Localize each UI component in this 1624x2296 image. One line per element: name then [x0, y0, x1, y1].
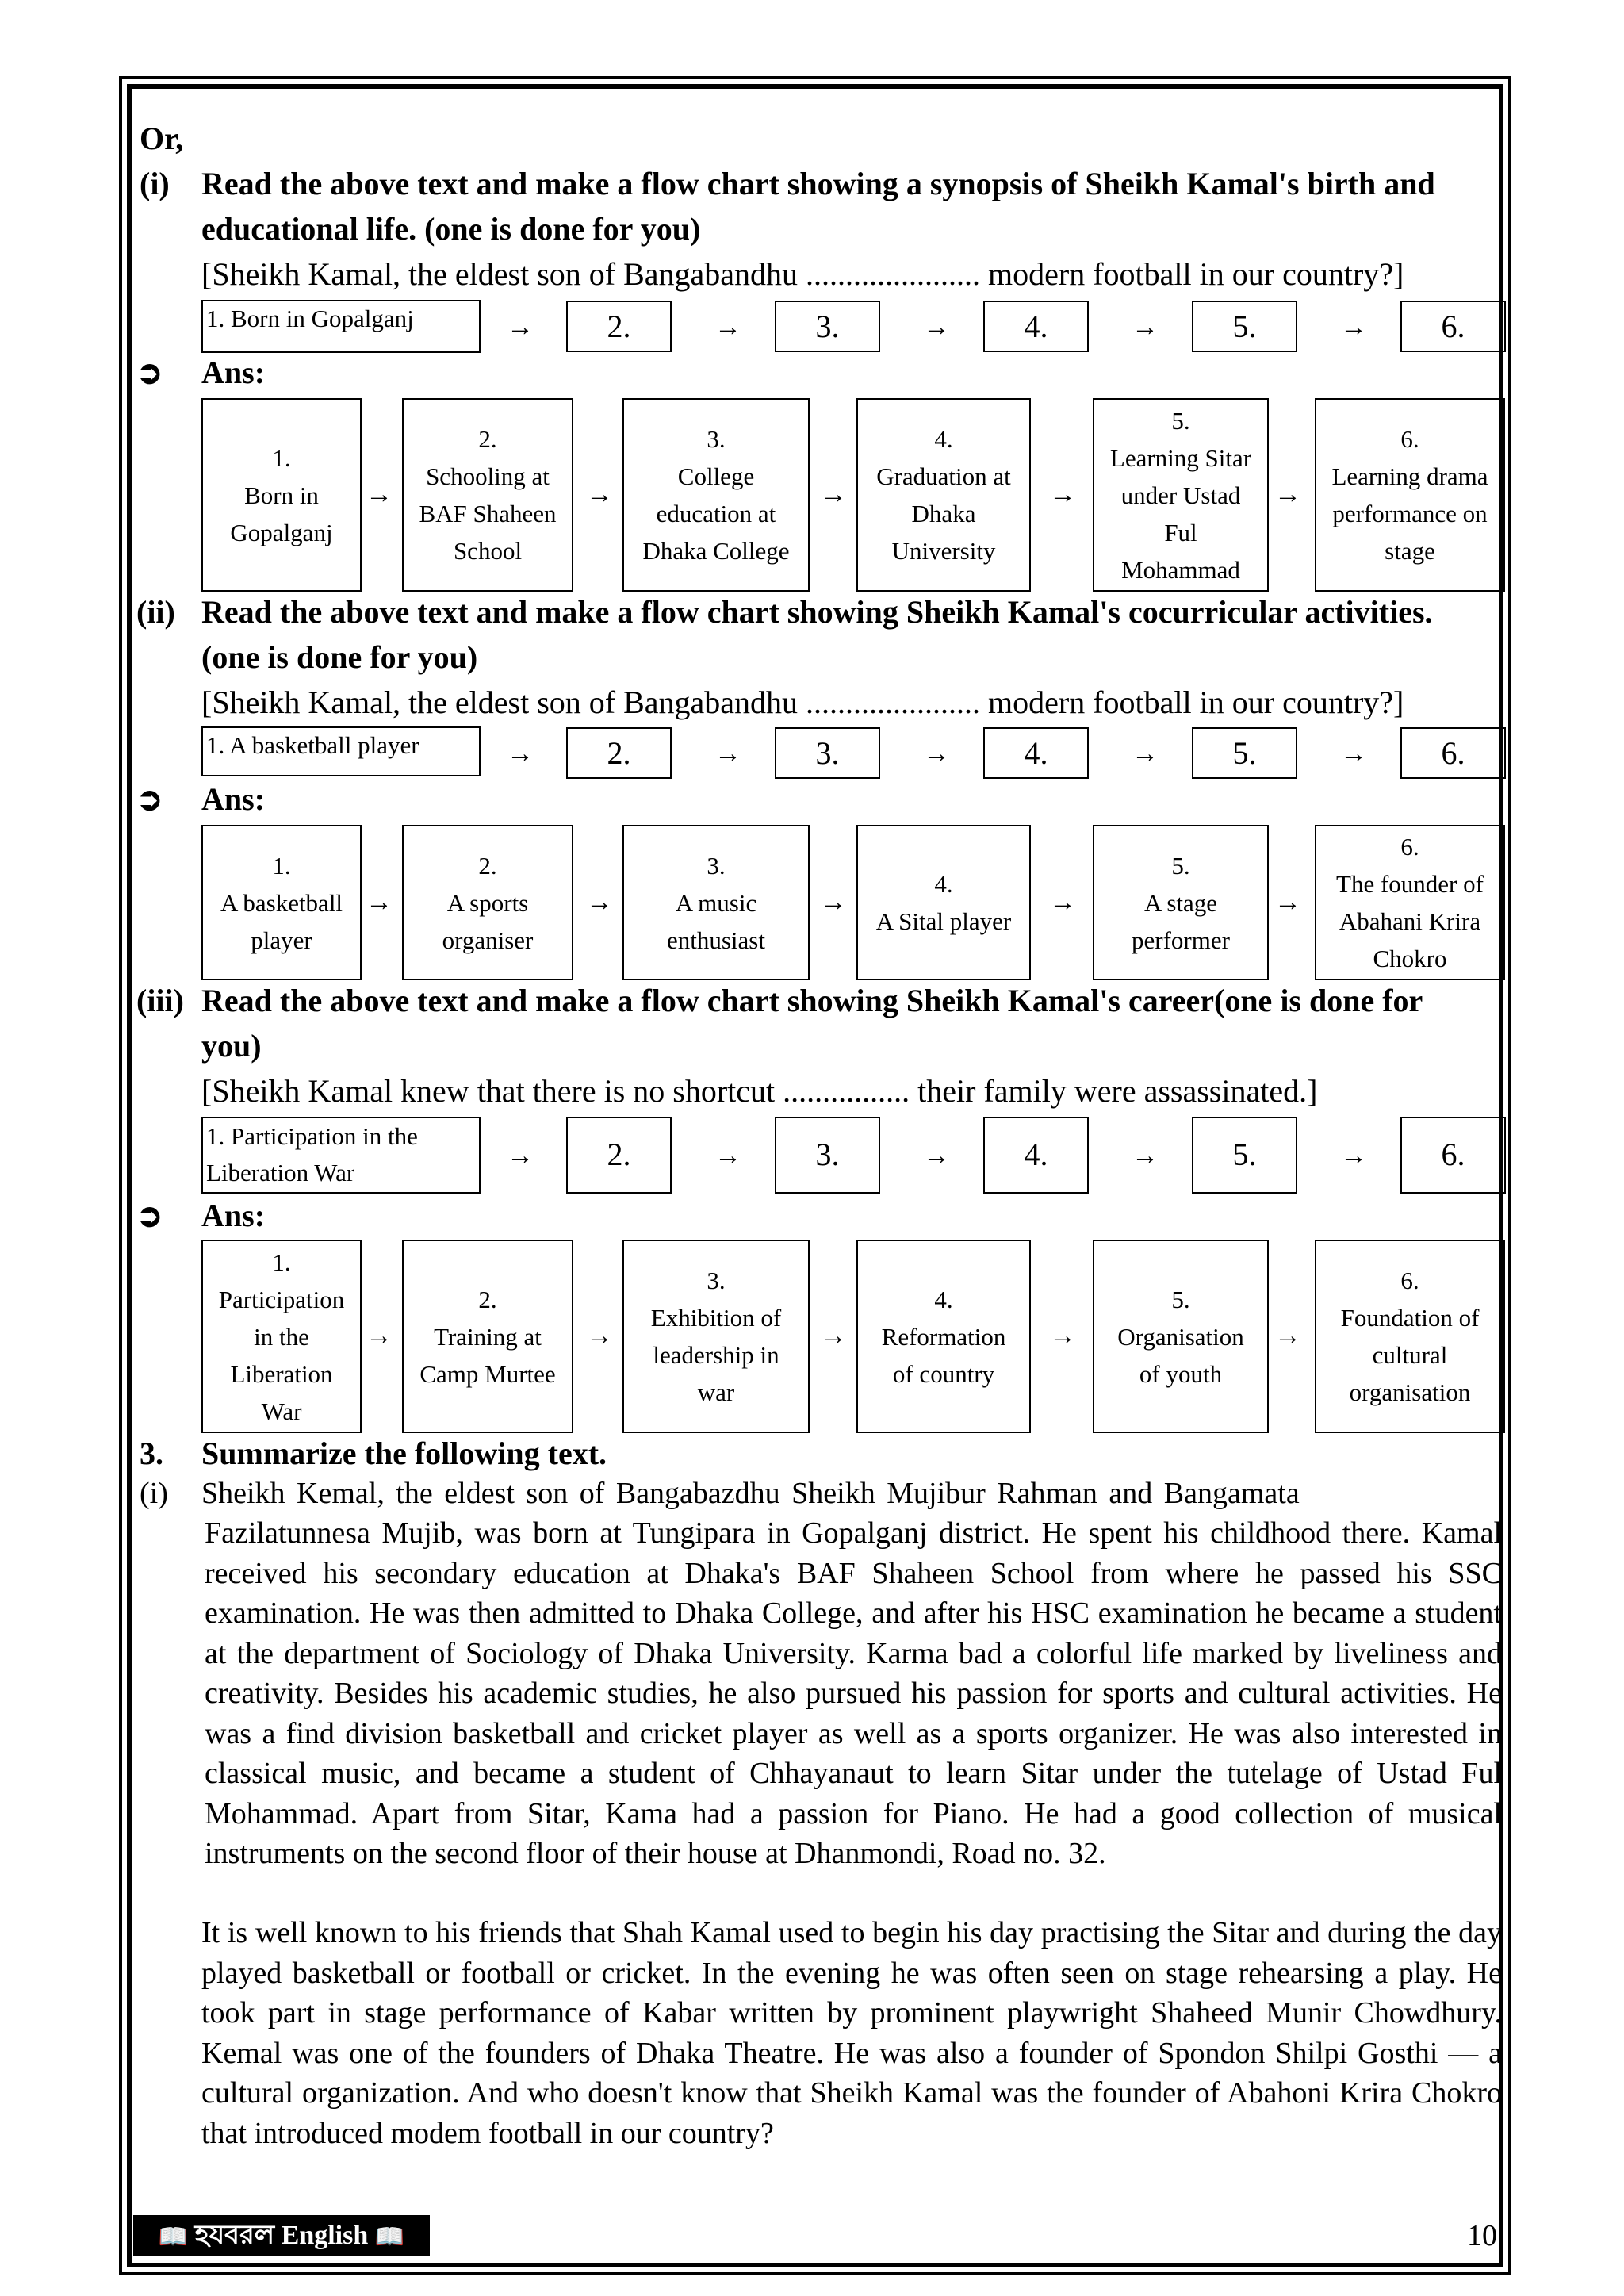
q2-number: (ii): [136, 594, 175, 630]
q3-blank-box: 4.: [983, 1117, 1089, 1194]
q1-arrow: →: [923, 312, 950, 342]
section3-subnumber: (i): [140, 1477, 168, 1510]
q1-blank-box: 2.: [566, 301, 672, 352]
q2-answer-arrow: →: [1274, 887, 1301, 917]
q1-blank-box: 6.: [1400, 301, 1506, 352]
q3-blank-box: 3.: [775, 1117, 880, 1194]
q1-question-line2: educational life. (one is done for you): [201, 211, 701, 247]
section3-number: 3.: [140, 1435, 163, 1471]
q2-blank-box: 3.: [775, 727, 880, 779]
q1-arrow: →: [507, 312, 534, 342]
q2-excerpt: [Sheikh Kamal, the eldest son of Bangabandhu ...................... modern football in our country?]: [201, 684, 1404, 720]
q3-arrow: →: [714, 1141, 741, 1171]
q3-ans-label: Ans:: [201, 1198, 266, 1233]
q3-blank-box: 6.: [1400, 1117, 1506, 1194]
q2-example-box: 1. A basketball player: [201, 726, 481, 776]
section3-title: Summarize the following text.: [201, 1435, 607, 1471]
q3-blank-box: 2.: [566, 1117, 672, 1194]
q1-blank-box: 3.: [775, 301, 880, 352]
q1-answer-box: 3. College education at Dhaka College: [622, 398, 810, 592]
or-heading: Or,: [140, 121, 184, 156]
q2-arrow: →: [507, 739, 534, 769]
q2-answer-arrow: →: [586, 887, 613, 917]
q1-answer-arrow: →: [586, 480, 613, 509]
q1-answer-box: 2. Schooling at BAF Shaheen School: [402, 398, 573, 592]
summary-paragraph-1-first-line: Sheikh Kemal, the eldest son of Bangabazdhu Sheikh Mujibur Rahman and Bangamata: [201, 1477, 1300, 1510]
summary-paragraph-2: It is well known to his friends that Shah Kamal used to begin his day practising the Sitar and during the day played basketball or football or cricket. In the evening he was often seen on stage rehearsing a play. He took part in stage performance of Kabar written by prominent playwright Shaheed Munir Chowdhury. Kemal was one of the founders of Dhaka Theatre. He was also a founder of Spondon Shilpi Gosthi — a cultural organization. And who doesn't know that Sheikh Kamal was the founder of Abahoni Krira Chokro that introduced modem football in our country?: [201, 1916, 1502, 2150]
q3-answer-box: 5. Organisation of youth: [1093, 1240, 1269, 1433]
q2-arrow: →: [1340, 739, 1367, 769]
book-icon: 📖: [158, 2224, 189, 2251]
arrow-bullet-icon: ➲: [136, 355, 163, 390]
q1-answer-arrow: →: [366, 480, 393, 509]
q2-blank-box: 6.: [1400, 727, 1506, 779]
q1-answer-box: 4. Graduation at Dhaka University: [856, 398, 1031, 592]
footer-brand-text: হযবরল English: [194, 2221, 369, 2250]
q3-answer-arrow: →: [586, 1321, 613, 1351]
q1-excerpt: [Sheikh Kamal, the eldest son of Bangabandhu ...................... modern football in our country?]: [201, 256, 1404, 292]
q3-answer-box: 6. Foundation of cultural organisation: [1315, 1240, 1505, 1433]
q3-arrow: →: [1340, 1141, 1367, 1171]
q2-question-line2: (one is done for you): [201, 639, 478, 675]
q2-answer-box: 3. A music enthusiast: [622, 825, 810, 980]
q1-answer-arrow: →: [820, 480, 847, 509]
q1-arrow: →: [714, 312, 741, 342]
q1-arrow: →: [1132, 312, 1159, 342]
q3-answer-box: 3. Exhibition of leadership in war: [622, 1240, 810, 1433]
q1-example-box: 1. Born in Gopalganj: [201, 300, 481, 353]
q3-answer-box: 4. Reformation of country: [856, 1240, 1031, 1433]
footer-brand-badge: [133, 2215, 430, 2256]
q1-question-line1: Read the above text and make a flow chart showing a synopsis of Sheikh Kamal's birth and: [201, 166, 1435, 201]
q1-answer-arrow: →: [1274, 480, 1301, 509]
q2-answer-box: 1. A basketball player: [201, 825, 362, 980]
q2-blank-box: 4.: [983, 727, 1089, 779]
q1-answer-box: 1. Born in Gopalganj: [201, 398, 362, 592]
q3-question-line1: Read the above text and make a flow chart showing Sheikh Kamal's career(one is done for: [201, 983, 1423, 1018]
q3-answer-box: 2. Training at Camp Murtee: [402, 1240, 573, 1433]
arrow-bullet-icon: ➲: [136, 781, 163, 817]
q1-number: (i): [140, 166, 170, 201]
q3-answer-arrow: →: [1274, 1321, 1301, 1351]
q2-answer-box: 2. A sports organiser: [402, 825, 573, 980]
q2-arrow: →: [1132, 739, 1159, 769]
q1-answer-arrow: →: [1049, 480, 1076, 509]
q3-excerpt: [Sheikh Kamal knew that there is no shortcut ................ their family were assassinated.]: [201, 1073, 1318, 1109]
q3-answer-arrow: →: [1049, 1321, 1076, 1351]
q2-arrow: →: [714, 739, 741, 769]
q3-arrow: →: [923, 1141, 950, 1171]
q2-answer-arrow: →: [820, 887, 847, 917]
book-icon: 📖: [374, 2224, 405, 2251]
q3-answer-box: 1. Participation in the Liberation War: [201, 1240, 362, 1433]
q3-arrow: →: [1132, 1141, 1159, 1171]
q2-answer-box: 6. The founder of Abahani Krira Chokro: [1315, 825, 1505, 980]
q1-blank-box: 4.: [983, 301, 1089, 352]
summary-paragraph-1: Fazilatunnesa Mujib, was born at Tungipara in Gopalganj district. He spent his childhood there. Kamal received his secondary education at Dhaka's BAF Shaheen School from where he passed his SSC examination. He was then admitted to Dhaka College, and after his HSC examination he became a student at the department of Sociology of Dhaka University. Karma bad a colorful life marked by liveliness and creativity. Besides his academic studies, he also pursued his passion for sports and cultural activities. He was a find division basketball and cricket player as well as a sports organizer. He was also interested in classical music, and became a student of Chhayanaut to learn Sitar under the tutelage of Ustad Ful Mohammad. Apart from Sitar, Kama had a passion for Piano. He had a good collection of musical instruments on the second floor of their house at Dhanmondi, Road no. 32.: [205, 1516, 1502, 1870]
q2-answer-box: 4. A Sital player: [856, 825, 1031, 980]
q1-arrow: →: [1340, 312, 1367, 342]
q2-answer-arrow: →: [366, 887, 393, 917]
q3-blank-box: 5.: [1192, 1117, 1297, 1194]
page-number: 10: [1467, 2219, 1497, 2252]
q3-question-line2: you): [201, 1028, 262, 1064]
q1-answer-box: 6. Learning drama performance on stage: [1315, 398, 1505, 592]
q3-example-box: 1. Participation in the Liberation War: [201, 1117, 481, 1194]
q1-answer-box: 5. Learning Sitar under Ustad Ful Mohammad: [1093, 398, 1269, 592]
q1-ans-label: Ans:: [201, 355, 266, 390]
q3-arrow: →: [507, 1141, 534, 1171]
q2-answer-arrow: →: [1049, 887, 1076, 917]
q2-arrow: →: [923, 739, 950, 769]
q2-blank-box: 2.: [566, 727, 672, 779]
q1-blank-box: 5.: [1192, 301, 1297, 352]
q2-question-line1: Read the above text and make a flow chart showing Sheikh Kamal's cocurricular activities.: [201, 594, 1433, 630]
q2-blank-box: 5.: [1192, 727, 1297, 779]
q3-answer-arrow: →: [366, 1321, 393, 1351]
q3-number: (iii): [136, 983, 184, 1018]
arrow-bullet-icon: ➲: [136, 1198, 163, 1233]
q2-answer-box: 5. A stage performer: [1093, 825, 1269, 980]
q2-ans-label: Ans:: [201, 781, 266, 817]
q3-answer-arrow: →: [820, 1321, 847, 1351]
